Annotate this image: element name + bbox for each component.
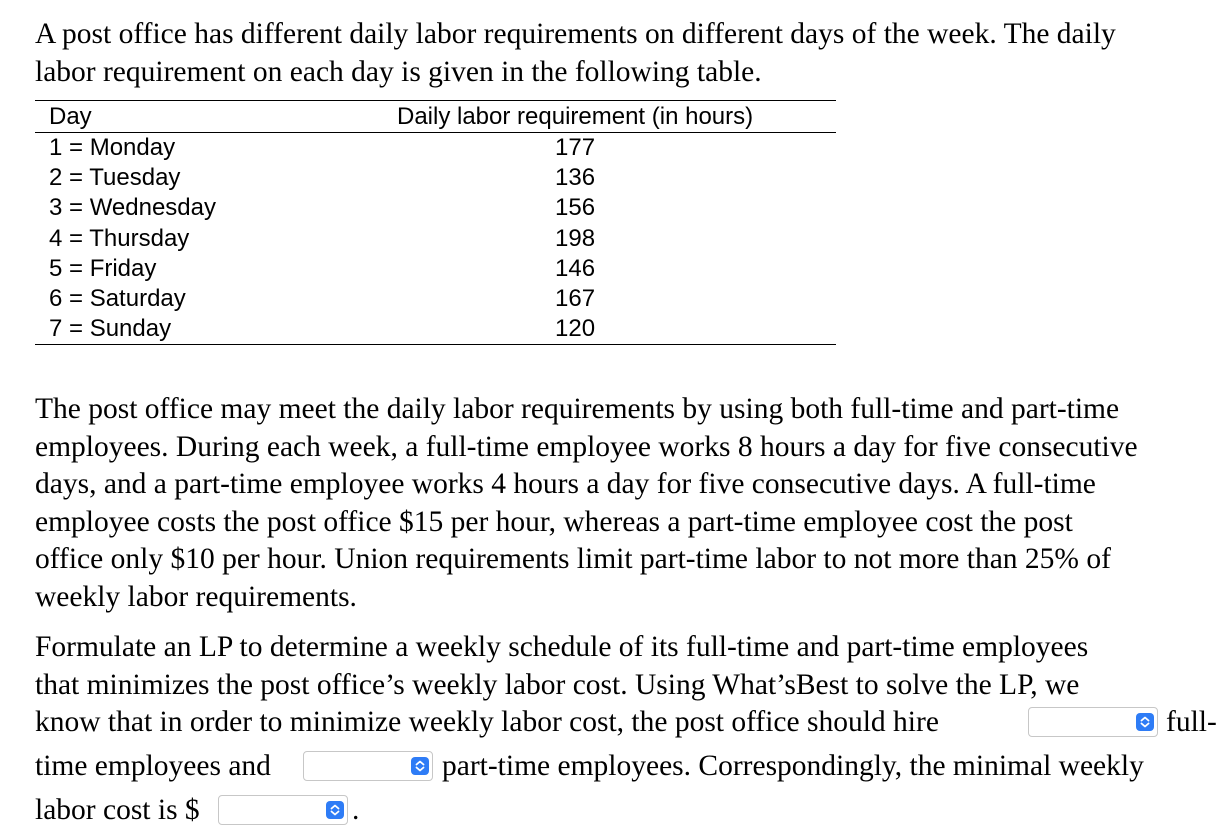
day-cell: 5 = Friday: [49, 254, 157, 282]
requirement-cell: 177: [555, 134, 596, 162]
day-cell: 6 = Saturday: [49, 285, 186, 313]
requirement-cell: 136: [555, 164, 596, 192]
day-cell: 2 = Tuesday: [49, 164, 181, 192]
intro-line-1: A post office has different daily labor requirements on different days of the week. The daily: [35, 18, 1116, 50]
question-line-5-start: labor cost is $: [35, 794, 200, 826]
question-line-4-end: part-time employees. Correspondingly, the minimal weekly: [442, 750, 1144, 782]
parttime-employees-select[interactable]: [303, 751, 433, 781]
intro-paragraph: [35, 16, 1116, 91]
header-spacer: [807, 101, 836, 133]
description-line: office only $10 per hour. Union requirements limit part-time labor to not more than 25% of: [35, 543, 1111, 575]
description-line: employee costs the post office $15 per hour, whereas a part-time employee cost the post: [35, 505, 1073, 538]
day-cell: 3 = Wednesday: [49, 194, 217, 222]
up-down-chevron-icon: [411, 757, 429, 775]
table-header-row: [35, 101, 836, 133]
day-cell: 7 = Sunday: [35, 314, 343, 345]
intro-line-2: labor requirement on each day is given in the following table.: [35, 55, 762, 88]
table-row: [35, 224, 836, 254]
header-requirement: Daily labor requirement (in hours): [343, 101, 808, 133]
table-row: [35, 133, 836, 164]
description-line: employees. During each week, a full-time employee works 8 hours a day for five consecutive: [35, 430, 1138, 463]
question-line-2: that minimizes the post office’s weekly labor cost. Using What’sBest to solve the LP, we: [35, 669, 1080, 701]
table-row: [35, 193, 836, 223]
requirement-cell: 156: [555, 194, 596, 222]
fulltime-employees-select[interactable]: [1028, 707, 1158, 737]
table-row: [35, 254, 836, 284]
header-day: Day: [35, 101, 343, 133]
description-line: days, and a part-time employee works 4 hours a day for five consecutive days. A full-time: [35, 468, 1096, 500]
labor-requirement-table: [35, 100, 836, 345]
description-line: The post office may meet the daily labor requirements by using both full-time and part-time: [35, 393, 1120, 425]
question-line-4-start: time employees and: [35, 750, 271, 782]
question-line-3: know that in order to minimize weekly labor cost, the post office should hire: [35, 706, 939, 738]
up-down-chevron-icon: [1136, 713, 1154, 731]
day-cell: 1 = Monday: [49, 134, 176, 162]
question-line-3-end: full-: [1166, 706, 1217, 738]
weekly-cost-select[interactable]: [218, 795, 348, 825]
description-paragraph: [35, 391, 1138, 616]
requirement-cell: 146: [555, 254, 596, 282]
table-row: [35, 314, 836, 345]
description-line: weekly labor requirements.: [35, 580, 357, 613]
table-row: [35, 284, 836, 314]
question-line-5-end: .: [352, 794, 360, 826]
question-line-1: Formulate an LP to determine a weekly schedule of its full-time and part-time employees: [35, 631, 1089, 663]
requirement-cell: 198: [555, 224, 596, 252]
table-row: [35, 163, 836, 193]
up-down-chevron-icon: [326, 801, 344, 819]
requirement-cell: 120: [343, 314, 808, 345]
requirement-cell: 167: [555, 285, 596, 313]
day-cell: 4 = Thursday: [49, 224, 190, 252]
